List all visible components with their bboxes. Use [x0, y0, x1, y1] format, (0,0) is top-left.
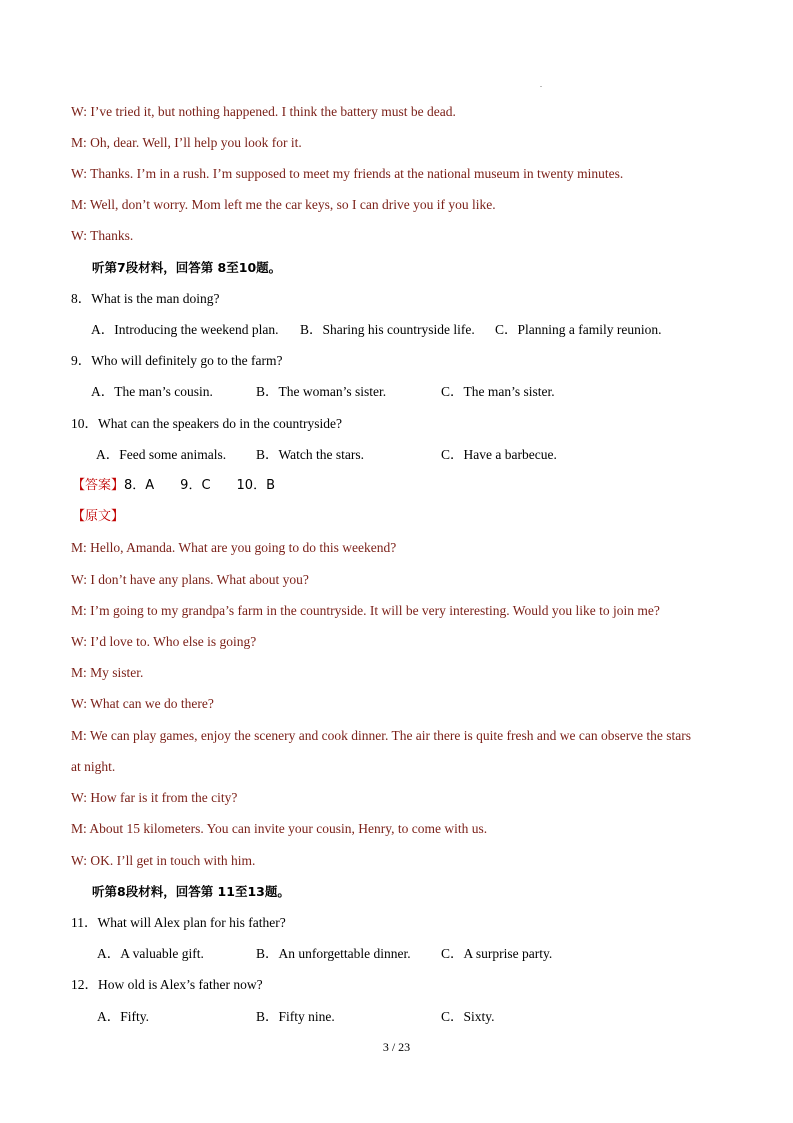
answer-line — [72, 478, 275, 494]
option-c: C．Planning a family reunion. — [495, 322, 662, 337]
dialogue-line: W: Thanks. I’m in a rush. I’m supposed to meet my friends at the national museum in twenty minutes. — [71, 166, 624, 181]
answer-label: 【答案】 — [72, 478, 125, 493]
option-c: C．Sixty. — [441, 1009, 495, 1024]
section-heading: 听第8段材料，回答第 11至13题。 — [92, 884, 290, 899]
question-11: 11．What will Alex plan for his father? — [71, 915, 286, 930]
option-c: C．A surprise party. — [441, 946, 553, 961]
dialogue-line: at night. — [71, 759, 116, 774]
option-a: A．A valuable gift. — [97, 946, 204, 961]
dialogue-line: W: I don’t have any plans. What about you? — [71, 572, 309, 587]
question-8: 8．What is the man doing? — [71, 291, 220, 306]
option-b: B．Fifty nine. — [256, 1009, 335, 1024]
option-b: B．An unforgettable dinner. — [256, 946, 411, 961]
section-heading: 听第7段材料，回答第 8至10题。 — [92, 260, 282, 275]
option-b: B．Sharing his countryside life. — [300, 322, 475, 337]
dialogue-line: W: I’ve tried it, but nothing happened. I think the battery must be dead. — [71, 104, 456, 119]
dialogue-line: M: My sister. — [71, 665, 144, 680]
option-c: C．Have a barbecue. — [441, 447, 557, 462]
dialogue-line: M: I’m going to my grandpa’s farm in the countryside. It will be very interesting. Would you like to join me? — [71, 603, 660, 618]
dialogue-line: M: Hello, Amanda. What are you going to do this weekend? — [71, 540, 397, 555]
question-12: 12．How old is Alex’s father now? — [71, 977, 263, 992]
dialogue-line: M: We can play games, enjoy the scenery and cook dinner. The air there is quite fresh and we can observe the stars — [71, 728, 691, 743]
question-10: 10．What can the speakers do in the countryside? — [71, 416, 343, 431]
dialogue-line: M: Oh, dear. Well, I’ll help you look for it. — [71, 135, 302, 150]
page-number: 3 / 23 — [382, 1040, 411, 1054]
option-c: C．The man’s sister. — [441, 384, 555, 399]
dialogue-line: W: Thanks. — [71, 228, 134, 243]
scan-artifact — [540, 86, 542, 87]
dialogue-line: W: OK. I’ll get in touch with him. — [71, 853, 256, 868]
dialogue-line: W: I’d love to. Who else is going? — [71, 634, 257, 649]
question-9: 9．Who will definitely go to the farm? — [71, 353, 283, 368]
dialogue-line: M: About 15 kilometers. You can invite your cousin, Henry, to come with us. — [71, 821, 488, 836]
dialogue-line: W: What can we do there? — [71, 696, 214, 711]
option-a: A．Introducing the weekend plan. — [91, 322, 279, 337]
dialogue-line: M: Well, don’t worry. Mom left me the car keys, so I can drive you if you like. — [71, 197, 496, 212]
answer-text: 8．A 9．C 10．B — [124, 478, 275, 493]
option-b: B．The woman’s sister. — [256, 384, 387, 399]
option-a: A．Fifty. — [97, 1009, 150, 1024]
option-a: A．Feed some animals. — [96, 447, 227, 462]
option-b: B．Watch the stars. — [256, 447, 365, 462]
transcript-label: 【原文】 — [72, 509, 125, 524]
dialogue-line: W: How far is it from the city? — [71, 790, 238, 805]
option-a: A．The man’s cousin. — [91, 384, 213, 399]
